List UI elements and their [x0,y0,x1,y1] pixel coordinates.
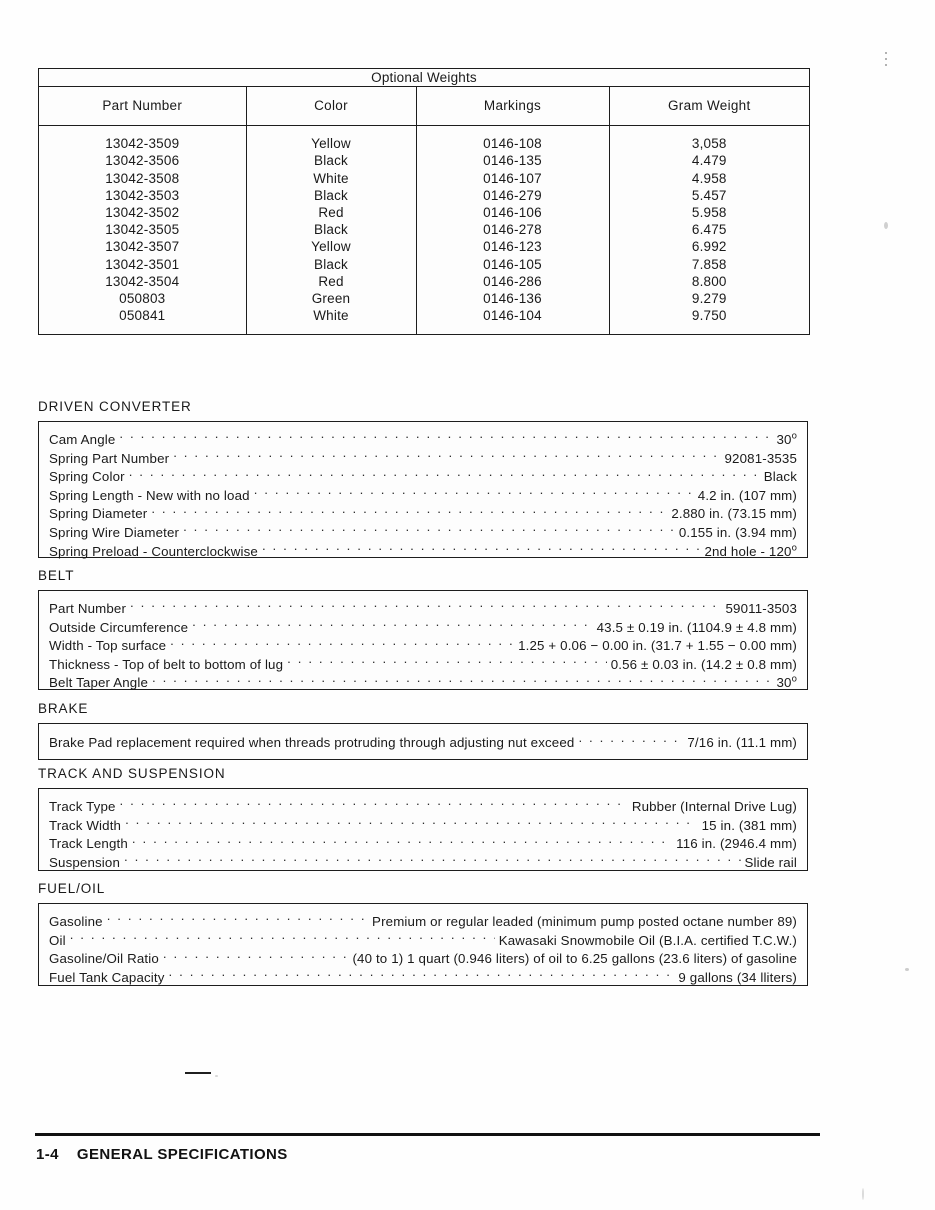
spec-value: 2nd hole - 120$^o$ [704,542,797,559]
spec-value: 15 in. (381 mm) [701,817,797,833]
leader-dots [169,969,675,982]
cell-gram-weight: 4.958 [691,170,727,186]
leader-dots [163,950,349,963]
spec-row [49,619,797,638]
scan-speck [905,968,909,971]
cell-part-number: 13042-3504 [39,273,246,290]
leader-dots [254,487,694,500]
spec-value: 30$^o$ [776,673,797,691]
spec-label: Spring Color [49,469,125,485]
table-row [39,273,809,290]
table-row [39,255,809,272]
spec-row [49,674,797,693]
spec-row [49,950,797,969]
table-body [39,126,809,334]
spec-label: Track Width [49,817,122,833]
cell-color: Black [246,152,416,169]
leader-dots [183,524,675,537]
cell-color: Black [246,221,416,238]
table-row [39,187,809,204]
cell-part-number: 13042-3503 [39,187,246,204]
leader-dots [120,798,628,811]
spec-box-track-and-suspension [38,788,808,871]
spec-row [49,543,797,562]
footer [36,1146,288,1163]
table-caption: Optional Weights [39,69,809,87]
spec-label: Brake Pad replacement required when threads protruding through adjusting nut exceed [49,735,575,750]
section-heading-track-and-suspension: TRACK AND SUSPENSION [38,766,226,781]
column-header-gram-weight: Gram Weight [609,87,809,126]
cell-color: Red [246,273,416,290]
spec-row [49,817,797,836]
table-row [39,126,809,153]
spec-label: Outside Circumference [49,619,189,635]
optional-weights-table [38,68,810,335]
column-header-part-number: Part Number [39,87,246,126]
cell-markings: 0146-135 [416,152,609,169]
scan-speck [884,222,888,229]
cell-markings: 0146-107 [416,169,609,186]
leader-dots [262,543,701,556]
spec-value: 92081-3535 [724,450,797,466]
leader-dots [124,854,741,867]
cell-color: Yellow [246,238,416,255]
spec-label: Width - Top surface [49,638,167,654]
spec-row [49,969,797,988]
spec-label: Track Length [49,836,128,852]
leader-dots [578,734,683,747]
spec-row [49,913,797,932]
cell-gram-weight: 7.858 [691,256,727,272]
leader-dots [151,505,667,518]
section-heading-fuel-oil: FUEL/OIL [38,881,106,896]
cell-color: White [246,307,416,334]
cell-color: Red [246,204,416,221]
cell-gram-weight: 4.479 [691,153,727,169]
spec-label: Thickness - Top of belt to bottom of lug [49,656,284,672]
degree-symbol: o [791,542,797,554]
leader-dots [107,913,368,926]
leader-dots [130,600,721,613]
spec-value: 0.56 ± 0.03 in. (14.2 ± 0.8 mm) [610,656,797,672]
spec-label: Spring Length - New with no load [49,487,250,503]
cell-part-number: 13042-3507 [39,238,246,255]
cell-markings: 0146-123 [416,238,609,255]
spec-value: 1.25 + 0.06 − 0.00 in. (31.7 + 1.55 − 0.00 mm) [518,638,797,654]
spec-box-brake [38,723,808,760]
cell-gram-weight: 5.457 [691,187,727,203]
spec-row [49,835,797,854]
leader-dots [173,450,720,463]
spec-value: 2.880 in. (73.15 mm) [671,506,797,522]
cell-markings: 0146-104 [416,307,609,334]
table-row [39,290,809,307]
leader-dots [152,674,772,687]
cell-part-number: 13042-3501 [39,255,246,272]
spec-row [49,600,797,619]
footer-rule [35,1133,820,1136]
table-header-row [39,87,809,126]
spec-value: 116 in. (2946.4 mm) [676,836,797,852]
spec-value: 7/16 in. (11.1 mm) [687,735,797,750]
table-row [39,169,809,186]
spec-label: Spring Diameter [49,506,148,522]
spec-label: Spring Preload - Counterclockwise [49,543,258,559]
cell-gram-weight: 3,058 [691,136,727,152]
section-heading-belt: BELT [38,568,75,583]
table-row [39,307,809,334]
spec-value: 59011-3503 [725,601,797,616]
leader-dots [129,468,760,481]
table-row [39,221,809,238]
spec-value: (40 to 1) 1 quart (0.946 liters) of oil to 6.25 gallons (23.6 liters) of gasoline [352,951,797,967]
cell-gram-weight: 5.958 [691,204,727,220]
spec-box-fuel-oil [38,903,808,986]
spec-value: Premium or regular leaded (minimum pump posted octane number 89) [372,914,797,929]
scan-speck [885,52,887,54]
cell-gram-weight: 8.800 [691,273,727,289]
spec-label: Suspension [49,854,120,870]
cell-part-number: 13042-3506 [39,152,246,169]
spec-value: 43.5 ± 0.19 in. (1104.9 ± 4.8 mm) [596,619,797,635]
cell-gram-weight: 6.992 [691,239,727,255]
scan-speck [862,1188,864,1200]
scan-artifact-dash [185,1072,211,1074]
cell-gram-weight: 9.279 [691,290,727,306]
spec-row [49,505,797,524]
spec-row [49,637,797,656]
cell-markings: 0146-105 [416,255,609,272]
cell-part-number: 13042-3508 [39,169,246,186]
column-header-markings: Markings [416,87,609,126]
cell-markings: 0146-278 [416,221,609,238]
spec-box-belt [38,590,808,690]
scan-speck [885,64,887,66]
cell-color: Black [246,187,416,204]
spec-row [49,487,797,506]
cell-part-number: 050841 [39,307,246,334]
table-row [39,152,809,169]
spec-value: 0.155 in. (3.94 mm) [678,524,797,540]
spec-row [49,468,797,487]
degree-symbol: o [791,673,797,685]
spec-value: Black [763,469,797,485]
section-heading-driven-converter: DRIVEN CONVERTER [38,399,192,414]
section-heading-brake: BRAKE [38,701,89,716]
spec-label: Belt Taper Angle [49,675,148,691]
spec-row [49,798,797,817]
cell-color: Black [246,255,416,272]
cell-color: Green [246,290,416,307]
spec-label: Fuel Tank Capacity [49,969,165,985]
spec-row [49,431,797,450]
footer-title: GENERAL SPECIFICATIONS [76,1146,288,1163]
spec-value: Kawasaki Snowmobile Oil (B.I.A. certified T.C.W.) [498,932,797,948]
cell-part-number: 13042-3502 [39,204,246,221]
cell-markings: 0146-108 [416,126,609,153]
cell-gram-weight: 9.750 [691,308,727,324]
spec-value: 4.2 in. (107 mm) [697,487,797,503]
cell-part-number: 050803 [39,290,246,307]
spec-row [49,524,797,543]
spec-label: Oil [49,932,66,948]
leader-dots [132,835,672,848]
spec-label: Spring Wire Diameter [49,524,180,540]
leader-dots [287,656,607,669]
spec-box-driven-converter [38,421,808,558]
spec-label: Gasoline [49,914,103,929]
spec-row [49,854,797,873]
spec-row [49,450,797,469]
table-caption-row [39,69,809,87]
cell-markings: 0146-136 [416,290,609,307]
spec-label: Gasoline/Oil Ratio [49,951,159,967]
cell-markings: 0146-279 [416,187,609,204]
footer-page-number: 1-4 [36,1146,59,1163]
spec-label: Part Number [49,601,127,616]
cell-part-number: 13042-3509 [39,126,246,153]
cell-color: White [246,169,416,186]
leader-dots [125,817,698,830]
spec-value: Rubber (Internal Drive Lug) [631,799,797,814]
cell-gram-weight: 6.475 [691,222,727,238]
degree-symbol: o [791,430,797,442]
cell-part-number: 13042-3505 [39,221,246,238]
table-row [39,204,809,221]
spec-row [49,733,797,752]
leader-dots [70,932,495,945]
cell-markings: 0146-286 [416,273,609,290]
spec-row [49,932,797,951]
table-row [39,238,809,255]
leader-dots [192,619,592,632]
spec-value: 9 gallons (34 lliters) [678,969,797,985]
cell-color: Yellow [246,126,416,153]
spec-value: 30$^o$ [776,430,797,447]
spec-label: Track Type [49,799,116,814]
scan-speck [885,58,887,60]
scan-speck [215,1075,218,1077]
spec-label: Spring Part Number [49,450,170,466]
leader-dots [170,637,514,650]
spec-row [49,656,797,675]
spec-label: Cam Angle [49,432,116,447]
spec-value: Slide rail [744,854,797,870]
column-header-color: Color [246,87,416,126]
cell-markings: 0146-106 [416,204,609,221]
leader-dots [119,431,772,444]
